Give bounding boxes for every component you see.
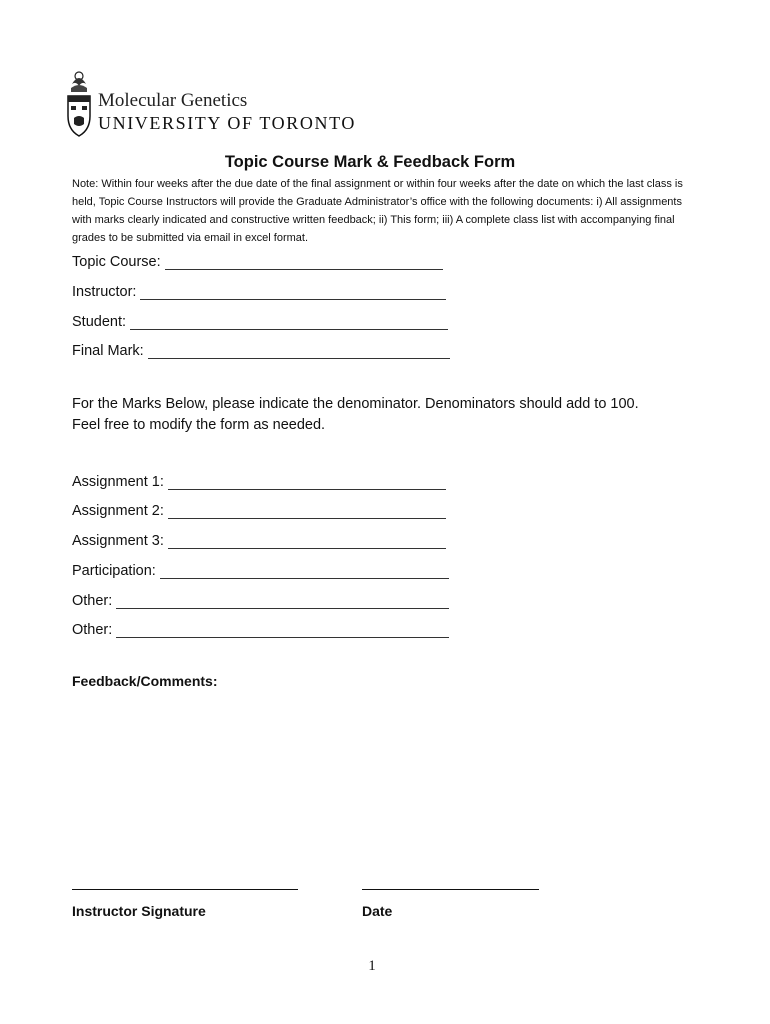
other2-field[interactable] xyxy=(72,622,449,638)
student-label: Student: xyxy=(72,314,127,330)
logo-department-name: Molecular Genetics xyxy=(98,90,248,111)
other1-field[interactable] xyxy=(72,593,449,609)
other2-input-line[interactable] xyxy=(116,623,449,638)
page-number: 1 xyxy=(368,958,376,974)
university-crest-icon xyxy=(66,70,92,138)
participation-label: Participation: xyxy=(72,563,156,579)
topic-course-field[interactable] xyxy=(72,254,443,270)
final-mark-label: Final Mark: xyxy=(72,343,144,359)
form-title: Topic Course Mark & Feedback Form xyxy=(224,153,516,171)
participation-field[interactable] xyxy=(72,563,449,579)
assignment2-field[interactable] xyxy=(72,503,446,519)
other2-label: Other: xyxy=(72,622,113,638)
topic-course-label: Topic Course: xyxy=(72,254,161,270)
student-input-line[interactable] xyxy=(130,315,448,330)
instructor-label: Instructor: xyxy=(72,284,137,300)
assignment1-label: Assignment 1: xyxy=(72,474,164,490)
marks-instructions xyxy=(72,394,712,436)
assignment2-label: Assignment 2: xyxy=(72,503,164,519)
assignment1-input-line[interactable] xyxy=(168,475,446,490)
instructor-signature-label: Instructor Signature xyxy=(72,903,206,919)
final-mark-field[interactable] xyxy=(72,343,450,359)
other1-input-line[interactable] xyxy=(116,594,449,609)
marks-instructions-line2: Feel free to modify the form as needed. xyxy=(72,417,326,433)
submission-note: Note: Within four weeks after the due date of the final assignment or within four weeks after the date on which the last class is held, Topic Course Instructors will provide the Graduate Administrator’s office with the following documents: i) All assignments with marks clearly indicated and constructive written feedback; ii) This form; iii) A complete class list with accompanying final grades to be submitted via email in excel format. xyxy=(72,178,683,244)
date-label: Date xyxy=(362,903,393,919)
topic-course-input-line[interactable] xyxy=(165,255,443,270)
assignment3-field[interactable] xyxy=(72,533,446,549)
assignment3-input-line[interactable] xyxy=(168,534,446,549)
instructor-field[interactable] xyxy=(72,284,446,300)
assignment1-field[interactable] xyxy=(72,474,446,490)
department-logo xyxy=(66,70,366,140)
participation-input-line[interactable] xyxy=(160,564,449,579)
instructor-signature-line[interactable] xyxy=(72,889,298,890)
instructor-input-line[interactable] xyxy=(140,285,446,300)
other1-label: Other: xyxy=(72,593,113,609)
assignment2-input-line[interactable] xyxy=(168,504,446,519)
date-line[interactable] xyxy=(362,889,539,890)
final-mark-input-line[interactable] xyxy=(148,344,450,359)
logo-university-name: UNIVERSITY OF TORONTO xyxy=(98,113,356,133)
student-field[interactable] xyxy=(72,314,448,330)
feedback-comments-label: Feedback/Comments: xyxy=(72,673,218,689)
marks-instructions-line1: For the Marks Below, please indicate the denominator. Denominators should add to 100. xyxy=(72,396,639,412)
assignment3-label: Assignment 3: xyxy=(72,533,164,549)
